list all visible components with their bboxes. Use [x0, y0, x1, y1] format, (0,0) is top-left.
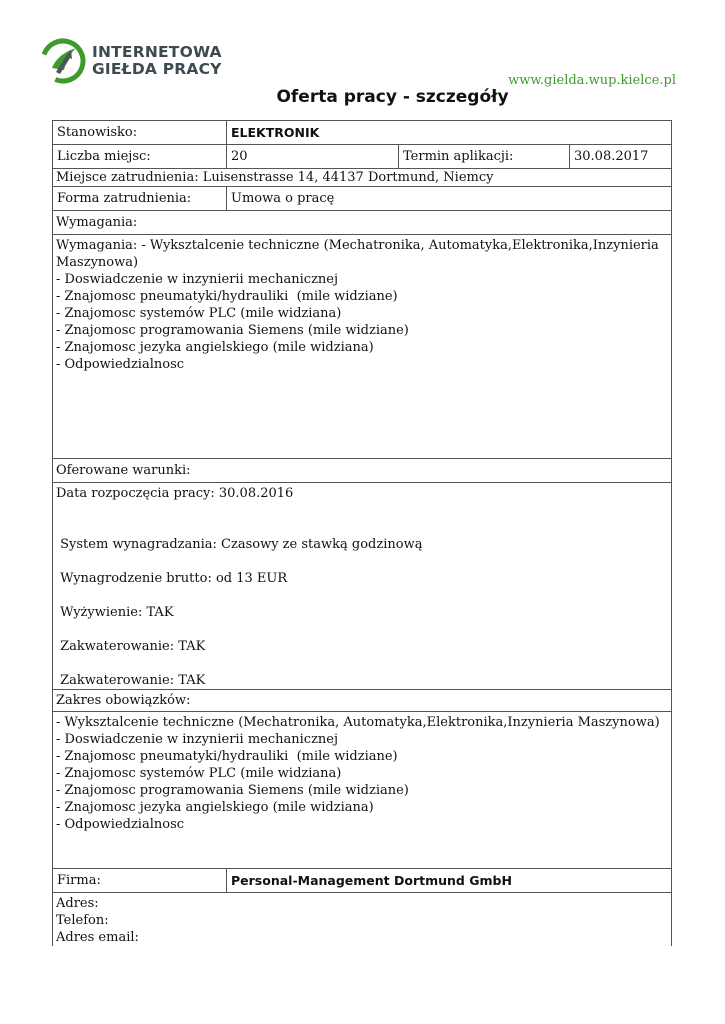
adres-label: Adres: [56, 896, 99, 911]
wymagania-line: Wymagania: - Wyksztalcenie techniczne (Mechatronika, Automatyka,Elektronika,Inzynieria [56, 238, 659, 253]
row-miejsce [52, 169, 672, 187]
spacer [56, 621, 668, 638]
zakres-line: - Odpowiedzialnosc [56, 817, 185, 832]
zakres-line: - Znajomosc jezyka angielskiego (mile widziana) [56, 800, 374, 815]
termin-label: Termin aplikacji: [398, 145, 569, 168]
logo-line2: GIEŁDA PRACY [92, 60, 222, 78]
warunki-label: Oferowane warunki: [56, 463, 191, 478]
row-firma [52, 869, 672, 893]
site-url[interactable]: www.gielda.wup.kielce.pl [508, 73, 676, 88]
firma-label: Firma: [57, 873, 101, 888]
forma-value: Umowa o pracę [226, 187, 671, 210]
warunki-line: System wynagradzania: Czasowy ze stawką godzinową [56, 537, 423, 552]
row-warunki-content [52, 483, 672, 690]
logo [40, 38, 222, 84]
forma-label: Forma zatrudnienia: [57, 191, 192, 206]
zakres-line: - Znajomosc programowania Siemens (mile widziane) [56, 783, 409, 798]
wymagania-line: - Znajomosc jezyka angielskiego (mile widziana) [56, 340, 374, 355]
zakres-line: - Doswiadczenie w inzynierii mechanicznej [56, 732, 339, 747]
wymagania-line: Maszynowa) [56, 255, 139, 270]
zakres-line: - Znajomosc pneumatyki/hydrauliki (mile widziane) [56, 749, 398, 764]
telefon-label: Telefon: [56, 913, 109, 928]
spacer [56, 587, 668, 604]
row-forma [52, 187, 672, 211]
wymagania-line: - Znajomosc pneumatyki/hydrauliki (mile widziane) [56, 289, 398, 304]
zakres-line: - Wyksztalcenie techniczne (Mechatronika, Automatyka,Elektronika,Inzynieria Maszynowa) [56, 715, 660, 730]
spacer [56, 519, 668, 536]
warunki-line: Wynagrodzenie brutto: od 13 EUR [56, 571, 288, 586]
wymagania-line: - Znajomosc systemów PLC (mile widziana) [56, 306, 342, 321]
logo-line1: INTERNETOWA [92, 43, 222, 61]
warunki-line: Zakwaterowanie: TAK [56, 673, 206, 688]
stanowisko-value: ELEKTRONIK [226, 121, 671, 144]
spacer [56, 553, 668, 570]
firma-value: Personal-Management Dortmund GmbH [226, 869, 671, 892]
spacer [56, 502, 668, 519]
row-stanowisko [52, 120, 672, 145]
termin-value: 30.08.2017 [569, 145, 671, 168]
stanowisko-label: Stanowisko: [57, 125, 138, 140]
row-kontakt [52, 893, 672, 946]
row-wymagania-label [52, 211, 672, 235]
wymagania-content [53, 235, 671, 375]
warunki-content [53, 483, 671, 691]
warunki-line: Data rozpoczęcia pracy: 30.08.2016 [56, 486, 294, 501]
row-warunki-label [52, 459, 672, 483]
email-label: Adres email: [56, 930, 139, 945]
miejsce-text: Miejsce zatrudnienia: Luisenstrasse 14, 44137 Dortmund, Niemcy [56, 170, 494, 185]
offer-table [52, 120, 672, 946]
row-liczba [52, 145, 672, 169]
liczba-label: Liczba miejsc: [57, 149, 151, 164]
wymagania-label: Wymagania: [56, 215, 138, 230]
kontakt-content [53, 893, 671, 948]
logo-icon [40, 38, 86, 84]
spacer [56, 655, 668, 672]
zakres-label: Zakres obowiązków: [56, 693, 191, 708]
warunki-line: Zakwaterowanie: TAK [56, 639, 206, 654]
wymagania-line: - Odpowiedzialnosc [56, 357, 185, 372]
row-wymagania-content [52, 235, 672, 459]
liczba-value: 20 [226, 145, 398, 168]
wymagania-line: - Znajomosc programowania Siemens (mile widziane) [56, 323, 409, 338]
page-title: Oferta pracy - szczegóły [276, 87, 509, 107]
zakres-line: - Znajomosc systemów PLC (mile widziana) [56, 766, 342, 781]
wymagania-line: - Doswiadczenie w inzynierii mechanicznej [56, 272, 339, 287]
warunki-line: Wyżywienie: TAK [56, 605, 174, 620]
zakres-content [53, 712, 671, 835]
row-zakres-label [52, 690, 672, 712]
row-zakres-content [52, 712, 672, 869]
